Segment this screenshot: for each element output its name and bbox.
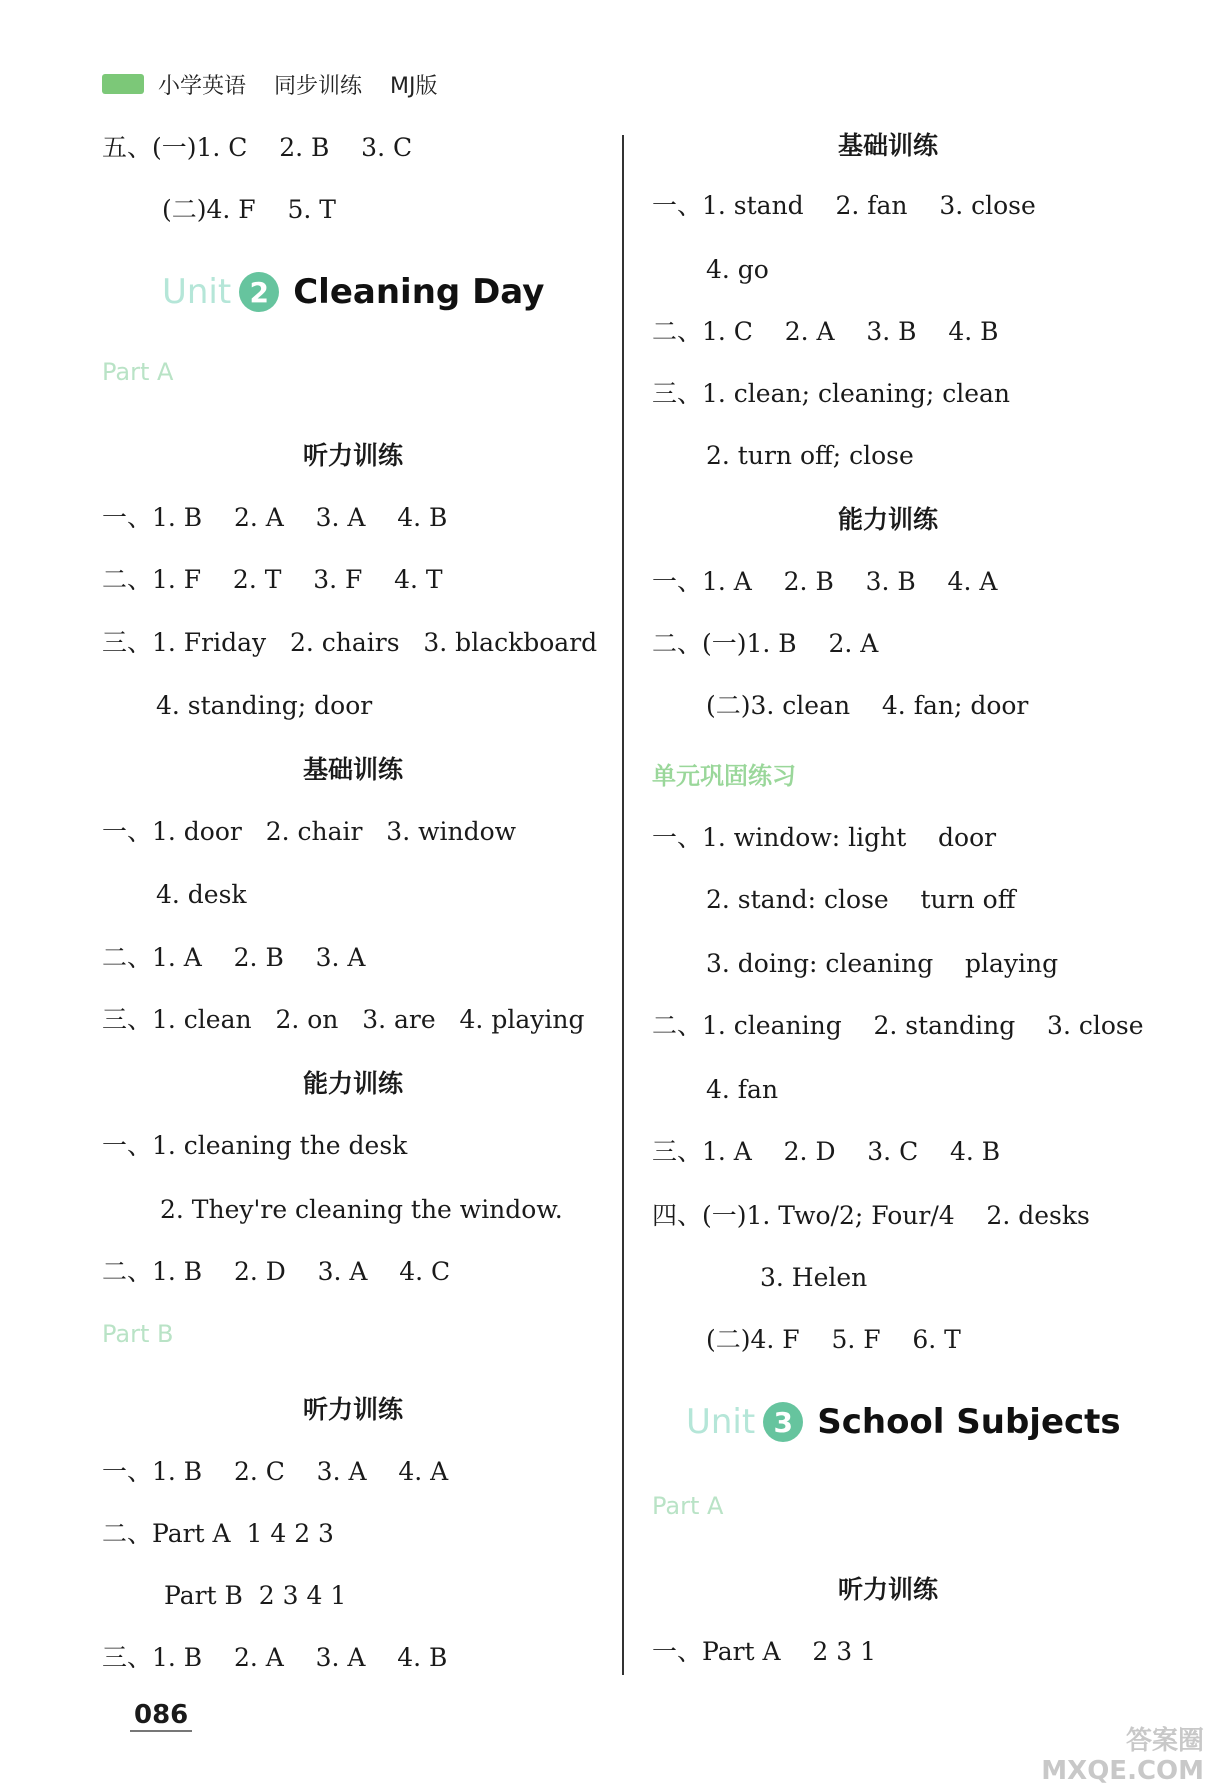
answer-line: 一、1. window: light door [652,823,997,852]
answer-line: 二、Part A 1 4 2 3 [102,1519,334,1548]
answer-line: 二、1. C 2. A 3. B 4. B [652,317,999,346]
section-heading: 听力训练 [302,1395,403,1424]
answer-line: Part B 2 3 4 1 [164,1581,347,1610]
answer-line: 一、1. stand 2. fan 3. close [652,191,1036,220]
answer-line: 4. fan [706,1075,779,1104]
book-badge-icon [102,74,144,94]
answer-line: 二、1. F 2. T 3. F 4. T [102,565,443,594]
series-label: 小学英语 [158,73,247,99]
unit-word: Unit [162,272,232,312]
unit-name: School Subjects [817,1402,1121,1442]
answer-line: 一、Part A 2 3 1 [652,1637,876,1666]
answer-line: 4. standing; door [156,691,373,720]
unit-number-icon: 3 [763,1402,803,1442]
answer-line: (二)4. F 5. T [162,195,336,224]
section-heading: 听力训练 [837,1575,938,1604]
answer-line: 三、1. clean 2. on 3. are 4. playing [102,1005,585,1034]
answer-line: 一、1. door 2. chair 3. window [102,817,517,846]
answer-line: 二、1. cleaning 2. standing 3. close [652,1011,1144,1040]
answer-line: 二、1. A 2. B 3. A [102,943,366,972]
unit-name: Cleaning Day [293,272,545,312]
part-b-label: Part B [102,1320,174,1348]
unit-word: Unit [686,1402,756,1442]
page-header [102,66,466,102]
answer-line: 五、(一)1. C 2. B 3. C [102,133,413,162]
unit-number-icon: 2 [239,272,279,312]
part-a-label: Part A [102,358,174,386]
answer-line: 3. Helen [760,1263,868,1292]
answer-line: 2. turn off; close [706,441,914,470]
unit-3-title [686,1402,1121,1442]
part-a-label: Part A [652,1492,724,1520]
section-heading: 基础训练 [302,755,403,784]
unit-review-label: 单元巩固练习 [652,762,796,790]
answer-line: 三、1. B 2. A 3. A 4. B [102,1643,448,1672]
answer-line: 二、(一)1. B 2. A [652,629,879,658]
column-divider [622,135,624,1675]
answer-line: (二)4. F 5. F 6. T [706,1325,961,1354]
answer-line: 4. desk [156,880,247,909]
answer-line: 四、(一)1. Two/2; Four/4 2. desks [652,1201,1090,1230]
section-heading: 能力训练 [302,1069,403,1098]
watermark-top: 答案圈 [1125,1726,1204,1756]
answer-line: 一、1. B 2. A 3. A 4. B [102,503,448,532]
page-number: 086 [130,1700,192,1732]
section-heading: 能力训练 [837,505,938,534]
answer-line: 2. They're cleaning the window. [160,1195,563,1224]
answer-line: 4. go [706,255,769,284]
answer-line: (二)3. clean 4. fan; door [706,691,1029,720]
answer-line: 一、1. cleaning the desk [102,1131,408,1160]
edition-label: MJ版 [390,73,438,99]
book-label: 同步训练 [274,73,363,99]
section-heading: 听力训练 [302,441,403,470]
answer-line: 二、1. B 2. D 3. A 4. C [102,1257,451,1286]
answer-line: 2. stand: close turn off [706,885,1016,914]
section-heading: 基础训练 [837,131,938,160]
answer-line: 一、1. A 2. B 3. B 4. A [652,567,998,596]
watermark [1041,1726,1204,1786]
answer-line: 三、1. clean; cleaning; clean [652,379,1011,408]
answer-line: 三、1. Friday 2. chairs 3. blackboard [102,628,598,657]
answer-line: 3. doing: cleaning playing [706,949,1059,978]
answer-line: 一、1. B 2. C 3. A 4. A [102,1457,449,1486]
watermark-bottom: MXQE.COM [1041,1756,1204,1786]
unit-2-title [162,272,544,312]
answer-line: 三、1. A 2. D 3. C 4. B [652,1137,1001,1166]
